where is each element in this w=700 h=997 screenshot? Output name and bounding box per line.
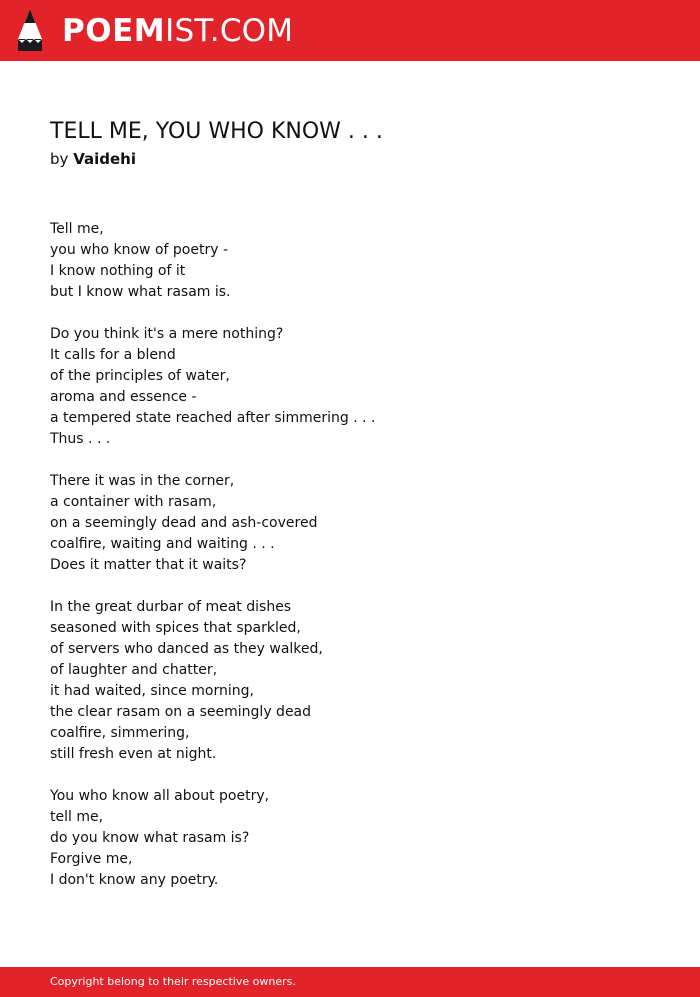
poem-line: of the principles of water,: [50, 368, 230, 384]
poem-body: [50, 219, 650, 912]
poem-line: Does it matter that it waits?: [50, 557, 247, 573]
poem-line: In the great durbar of meat dishes: [50, 599, 292, 615]
logo-text-light: IST.COM: [165, 13, 294, 49]
poem-line: Forgive me,: [50, 851, 133, 867]
poem-line: I know nothing of it: [50, 263, 186, 279]
poem-line: You who know all about poetry,: [50, 788, 270, 804]
stanza: [50, 597, 650, 765]
poem-line: It calls for a blend: [50, 347, 176, 363]
site-logo[interactable]: [62, 12, 293, 50]
author-name: Vaidehi: [73, 150, 136, 168]
poem-line: tell me,: [50, 809, 104, 825]
poem-line: Tell me,: [50, 221, 104, 237]
poem-line: coalfire, simmering,: [50, 725, 190, 741]
site-header: [0, 0, 700, 61]
poem-line: on a seemingly dead and ash-covered: [50, 515, 318, 531]
poem-line: aroma and essence -: [50, 389, 197, 405]
stanza: [50, 471, 650, 576]
poem-line: but I know what rasam is.: [50, 284, 231, 300]
byline: [50, 149, 136, 169]
poem-line: you who know of poetry -: [50, 242, 229, 258]
poem-line: of laughter and chatter,: [50, 662, 218, 678]
pencil-icon[interactable]: [18, 9, 42, 51]
poem-line: it had waited, since morning,: [50, 683, 254, 699]
poem-line: a tempered state reached after simmering . . .: [50, 410, 376, 426]
poem-line: a container with rasam,: [50, 494, 217, 510]
poem-line: Thus . . .: [50, 431, 111, 447]
poem-line: seasoned with spices that sparkled,: [50, 620, 301, 636]
logo-text-bold: POEM: [62, 13, 166, 49]
poem-line: do you know what rasam is?: [50, 830, 250, 846]
poem-line: of servers who danced as they walked,: [50, 641, 323, 657]
copyright-notice: Copyright belong to their respective owners.: [50, 975, 296, 988]
site-footer: [0, 967, 700, 997]
poem-line: Do you think it's a mere nothing?: [50, 326, 284, 342]
stanza: [50, 324, 650, 450]
poem-line: There it was in the corner,: [50, 473, 235, 489]
stanza: [50, 219, 650, 303]
poem-line: still fresh even at night.: [50, 746, 217, 762]
stanza: [50, 786, 650, 891]
poem-line: coalfire, waiting and waiting . . .: [50, 536, 275, 552]
poem-title: TELL ME, YOU WHO KNOW . . .: [50, 119, 383, 144]
byline-prefix: by: [50, 150, 69, 168]
poem-line: I don't know any poetry.: [50, 872, 219, 888]
poem-line: the clear rasam on a seemingly dead: [50, 704, 312, 720]
